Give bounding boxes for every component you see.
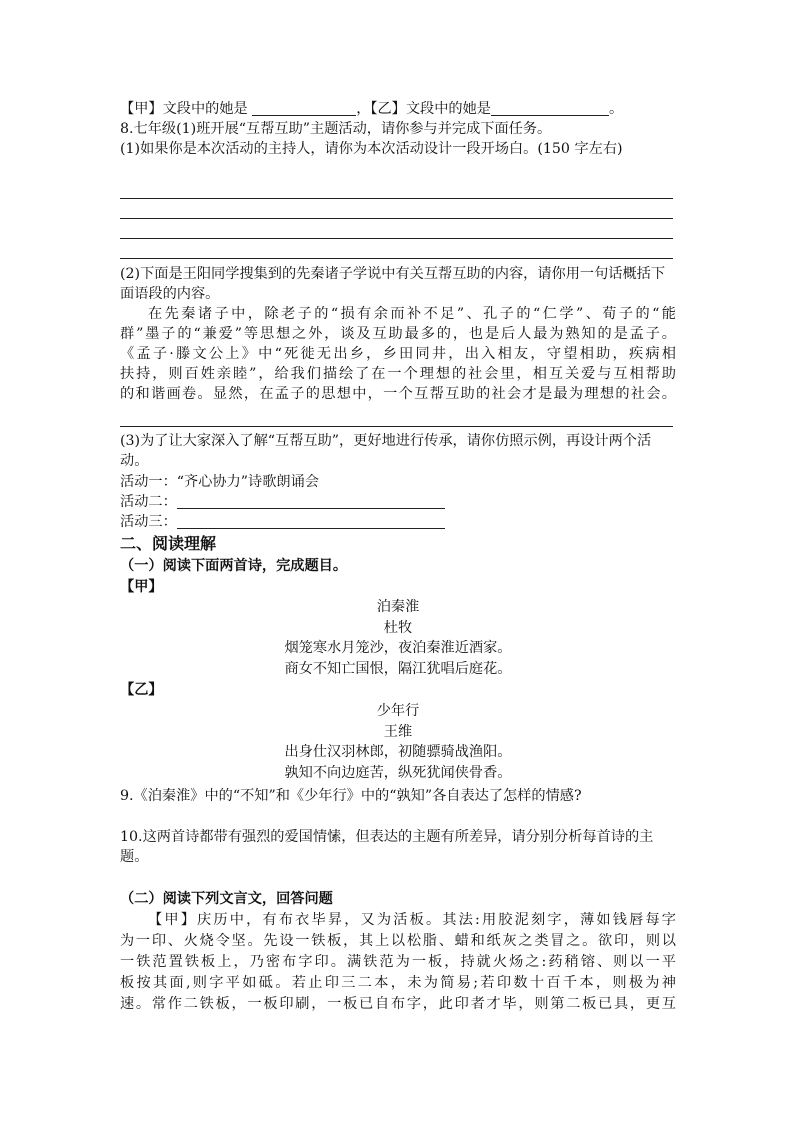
q8-sub2: (2)下面是王阳同学搜集到的先秦诸子学说中有关互帮互助的内容，请你用一句话概括下面语段的内容。	[120, 266, 666, 302]
passage-line: 扶持，则百姓亲睦”，给我们描绘了在一个理想的社会里，相互关爱与互相帮助	[120, 366, 676, 382]
prose-line: 一铁范置铁板上，乃密布字印。满铁范为一板，持就火炀之:药稍镕、则以一平	[120, 954, 676, 970]
poem2-line: 孰知不向边庭苦，纵死犹闻侠骨香。	[284, 765, 512, 781]
poem1-line: 商女不知亡国恨，隔江犹唱后庭花。	[284, 661, 512, 677]
prose-line: 速。常作二铁板，一板印刷，一板已自布字，此印者才毕，则第二板已具，更互	[120, 996, 676, 1012]
section-heading: 二、阅读理解	[120, 534, 217, 553]
poem2-line: 出身仕汉羽林郎，初随骠骑战渔阳。	[284, 744, 512, 760]
answer-line[interactable]	[120, 258, 673, 259]
answer-line[interactable]	[120, 426, 673, 427]
q7-blank-2[interactable]	[491, 100, 609, 116]
q7-end: 。	[609, 101, 624, 117]
poem-label-jia: 【甲】	[120, 579, 163, 595]
q7-answer-line	[120, 99, 623, 119]
activity-1: 活动一：“齐心协力”诗歌朗诵会	[120, 474, 319, 490]
q7-prefix: 【甲】文段中的她是	[120, 101, 248, 117]
q8-title: 8.七年级(1)班开展“互帮互助”主题活动，请你参与并完成下面任务。	[120, 121, 552, 137]
question-9: 9.《泊秦淮》中的“不知”和《少年行》中的“孰知”各自表达了怎样的情感?	[120, 788, 582, 804]
q7-mid: ，【乙】文段中的她是	[356, 101, 491, 117]
activity-2-blank[interactable]	[177, 493, 445, 509]
poem1-line: 烟笼寒水月笼沙，夜泊秦淮近酒家。	[284, 640, 512, 656]
poem-label-yi: 【乙】	[120, 682, 163, 698]
q8-sub3: (3)为了让大家深入了解“互帮互助”，更好地进行传承，请你仿照示例，再设计两个活动。	[120, 433, 652, 469]
activity-3	[120, 512, 445, 532]
passage-line: 的和谐画卷。显然，在孟子的思想中，一个互帮互助的社会才是最为理想的社会。	[120, 386, 676, 402]
poem1-title: 泊秦淮	[376, 599, 420, 615]
prose-line: 为一印、火烧令坚。先设一铁板，其上以松脂、蜡和纸灰之类冒之。欲印，则以	[120, 933, 676, 949]
activity-3-blank[interactable]	[177, 513, 445, 529]
part1-heading: （一）阅读下面两首诗，完成题目。	[120, 558, 348, 574]
prose-line: 【甲】庆历中，有布衣毕昇，又为活板。其法:用胶泥刻字，薄如钱唇每字	[148, 912, 676, 928]
activity-2-label: 活动二：	[120, 494, 177, 510]
passage-line: 《孟子·滕文公上》中“死徙无出乡，乡田同井，出入相友，守望相助，疾病相	[120, 346, 676, 362]
poem2-title: 少年行	[376, 703, 420, 719]
poem1-author: 杜牧	[383, 620, 413, 636]
q8-sub1: (1)如果你是本次活动的主持人，请你为本次活动设计一段开场白。(150 字左右)	[120, 141, 623, 157]
passage-line: 群”墨子的“兼爱”等思想之外，谈及互助最多的，也是后人最为熟知的是孟子。	[120, 326, 676, 342]
activity-3-label: 活动三：	[120, 514, 177, 530]
part2-heading: （二）阅读下列文言文，回答问题	[120, 891, 333, 907]
answer-line[interactable]	[120, 198, 673, 199]
question-10: 10.这两首诗都带有强烈的爱国情愫，但表达的主题有所差异，请分别分析每首诗的主题。	[120, 829, 654, 865]
q7-blank-1[interactable]	[252, 100, 356, 116]
answer-line[interactable]	[120, 238, 673, 239]
passage-line: 在先秦诸子中，除老子的“损有余而补不足”、孔子的“仁学”、荀子的“能	[148, 306, 676, 322]
prose-line: 板按其面,则字平如砥。若止印三二本，未为简易;若印数十百千本，则极为神	[120, 975, 676, 991]
poem2-author: 王维	[383, 724, 413, 740]
activity-2	[120, 492, 445, 512]
answer-line[interactable]	[120, 218, 673, 219]
